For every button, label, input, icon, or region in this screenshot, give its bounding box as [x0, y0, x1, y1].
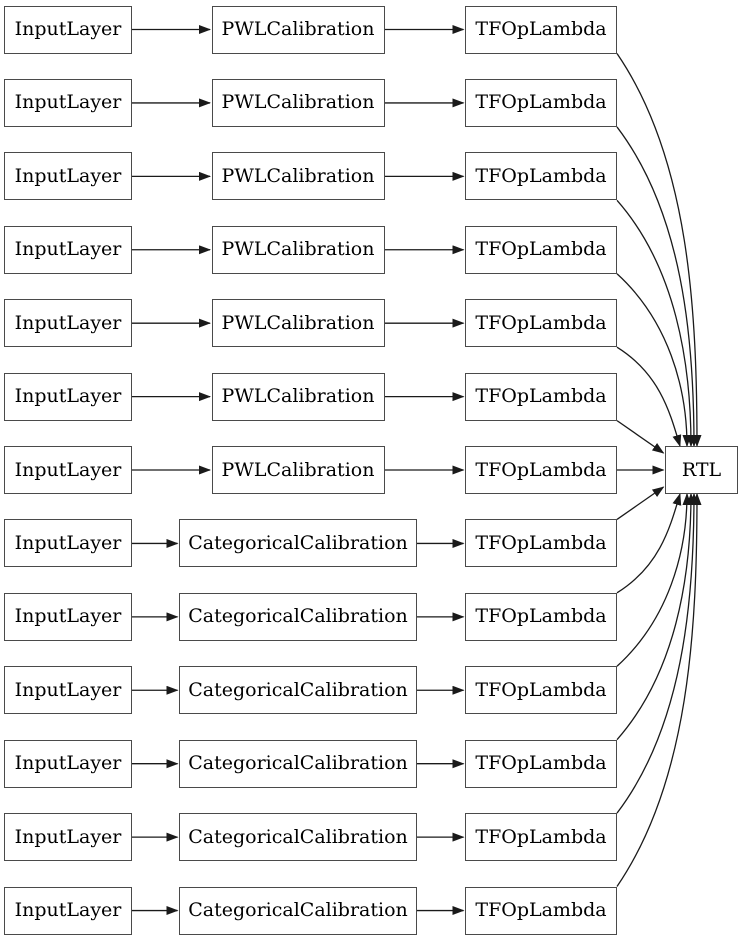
node-tfop-lambda-row-2: TFOpLambda [465, 79, 617, 127]
node-input-layer-row-12: InputLayer [4, 813, 132, 861]
edge-op-to-rtl-row-8 [617, 487, 664, 519]
node-input-layer-row-1: InputLayer [4, 6, 132, 54]
node-tfop-lambda-row-3: TFOpLambda [465, 152, 617, 200]
node-calibration-row-10: CategoricalCalibration [179, 666, 417, 714]
node-tfop-lambda-row-12: TFOpLambda [465, 813, 617, 861]
edge-op-to-rtl-row-11 [617, 494, 691, 740]
node-calibration-row-3: PWLCalibration [212, 152, 385, 200]
node-tfop-lambda-row-8: TFOpLambda [465, 519, 617, 567]
node-tfop-lambda-row-9: TFOpLambda [465, 593, 617, 641]
edge-op-to-rtl-row-3 [617, 200, 691, 446]
node-calibration-row-13: CategoricalCalibration [179, 887, 417, 935]
edge-op-to-rtl-row-9 [617, 494, 680, 593]
node-input-layer-row-4: InputLayer [4, 226, 132, 274]
node-calibration-row-8: CategoricalCalibration [179, 519, 417, 567]
node-input-layer-row-11: InputLayer [4, 740, 132, 788]
edge-op-to-rtl-row-10 [617, 494, 687, 666]
node-input-layer-row-2: InputLayer [4, 79, 132, 127]
node-tfop-lambda-row-1: TFOpLambda [465, 6, 617, 54]
node-input-layer-row-7: InputLayer [4, 446, 132, 494]
edge-op-to-rtl-row-6 [617, 421, 664, 453]
node-tfop-lambda-row-10: TFOpLambda [465, 666, 617, 714]
node-calibration-row-11: CategoricalCalibration [179, 740, 417, 788]
node-calibration-row-9: CategoricalCalibration [179, 593, 417, 641]
node-tfop-lambda-row-13: TFOpLambda [465, 887, 617, 935]
node-calibration-row-12: CategoricalCalibration [179, 813, 417, 861]
node-calibration-row-5: PWLCalibration [212, 299, 385, 347]
node-tfop-lambda-row-7: TFOpLambda [465, 446, 617, 494]
node-input-layer-row-3: InputLayer [4, 152, 132, 200]
node-input-layer-row-10: InputLayer [4, 666, 132, 714]
edge-op-to-rtl-row-4 [617, 274, 687, 446]
node-tfop-lambda-row-11: TFOpLambda [465, 740, 617, 788]
edge-op-to-rtl-row-5 [617, 347, 680, 446]
node-input-layer-row-9: InputLayer [4, 593, 132, 641]
node-rtl: RTL [665, 446, 738, 494]
node-input-layer-row-6: InputLayer [4, 373, 132, 421]
node-tfop-lambda-row-5: TFOpLambda [465, 299, 617, 347]
node-calibration-row-6: PWLCalibration [212, 373, 385, 421]
node-calibration-row-2: PWLCalibration [212, 79, 385, 127]
node-input-layer-row-5: InputLayer [4, 299, 132, 347]
node-input-layer-row-8: InputLayer [4, 519, 132, 567]
node-calibration-row-4: PWLCalibration [212, 226, 385, 274]
node-tfop-lambda-row-4: TFOpLambda [465, 226, 617, 274]
node-calibration-row-7: PWLCalibration [212, 446, 385, 494]
node-tfop-lambda-row-6: TFOpLambda [465, 373, 617, 421]
node-calibration-row-1: PWLCalibration [212, 6, 385, 54]
node-input-layer-row-13: InputLayer [4, 887, 132, 935]
